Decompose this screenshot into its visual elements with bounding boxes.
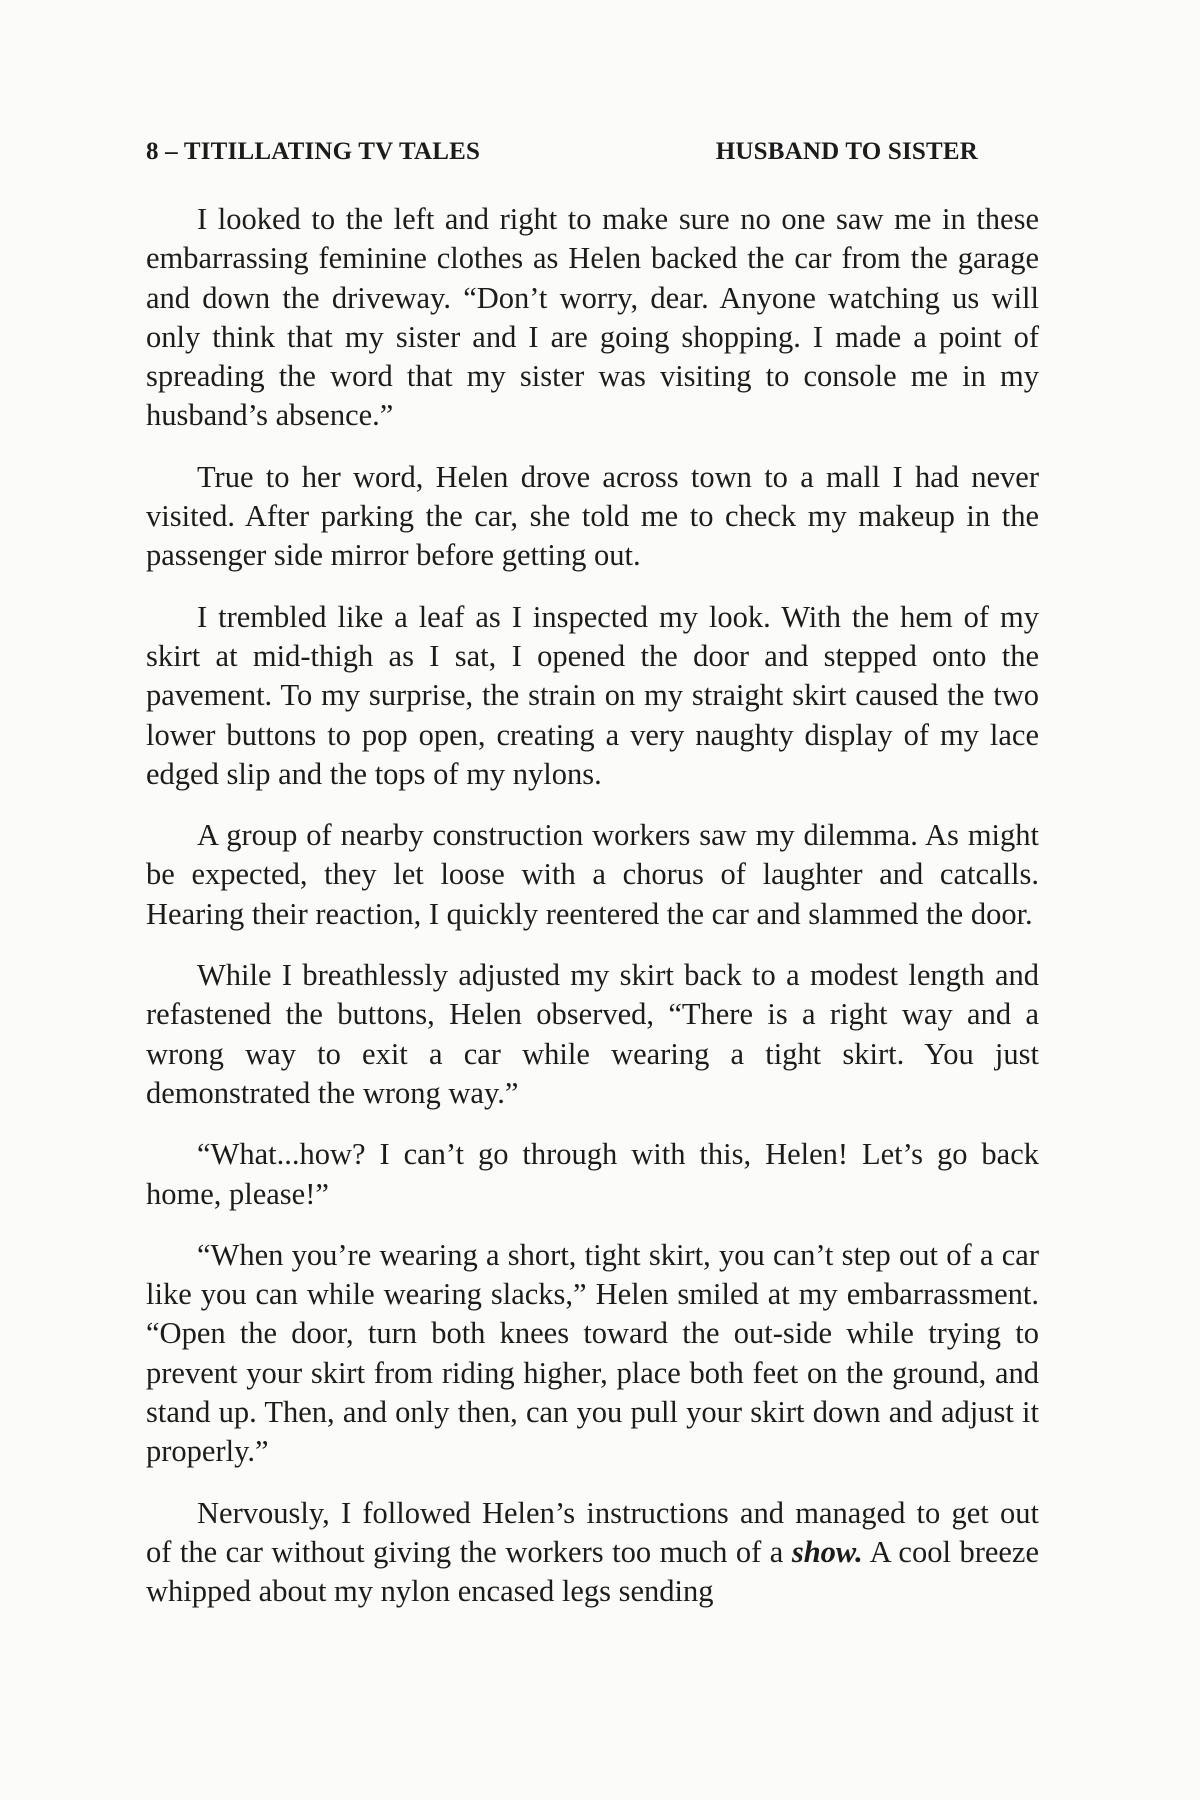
running-header xyxy=(146,138,978,174)
paragraph-3: I trembled like a leaf as I inspected my look. With the hem of my skirt at mid-thigh as I sat, I opened the door and stepped onto the pavement. To my surprise, the strain on my straight skirt caused the two lower buttons to pop open, creating a very naughty display of my lace edged slip and the tops of my nylons. xyxy=(146,599,1039,791)
paragraph-8 xyxy=(146,1494,1039,1612)
paragraph-8-end: A cool breeze whipped about my nylon encased legs sending xyxy=(146,1534,1040,1609)
emphasized-word: show. xyxy=(791,1534,863,1569)
body-text xyxy=(146,200,1039,1612)
header-left: 8 – TITILLATING TV TALES xyxy=(146,138,481,165)
header-right: HUSBAND TO SISTER xyxy=(715,138,978,165)
paragraph-8-start: Nervously, I followed Helen’s instructions and managed to get out of the car without giving the workers too much of a xyxy=(146,1495,1039,1569)
paragraph-5: While I breathlessly adjusted my skirt back to a modest length and refastened the buttons, Helen observed, “There is a right way and a wrong way to exit a car while wearing a tight skirt. You just demonstrated the wrong way.” xyxy=(146,958,1039,1110)
paragraph-1: I looked to the left and right to make sure no one saw me in these embarrassing feminine clothes as Helen backed the car from the garage and down the driveway. “Don’t worry, dear. Anyone watching us will only think that my sister and I are going shopping. I made a point of spreading the word that my sister was visiting to console me in my husband’s absence.” xyxy=(146,202,1039,433)
paragraph-2: True to her word, Helen drove across town to a mall I had never visited. After parking the car, she told me to check my makeup in the passenger side mirror before getting out. xyxy=(146,459,1039,573)
paragraph-6: “What...how? I can’t go through with this, Helen! Let’s go back home, please!” xyxy=(146,1137,1039,1211)
paragraph-4: A group of nearby construction workers saw my dilemma. As might be expected, they let loose with a chorus of laughter and catcalls. Hearing their reaction, I quickly reentered the car and slammed the door. xyxy=(146,818,1039,931)
paragraph-7: “When you’re wearing a short, tight skirt, you can’t step out of a car like you can while wearing slacks,” Helen smiled at my embarrassment. “Open the door, turn both knees toward the out-side while trying to prevent your skirt from riding higher, place both feet on the ground, and stand up. Then, and only then, can you pull your skirt down and adjust it properly.” xyxy=(146,1237,1039,1469)
